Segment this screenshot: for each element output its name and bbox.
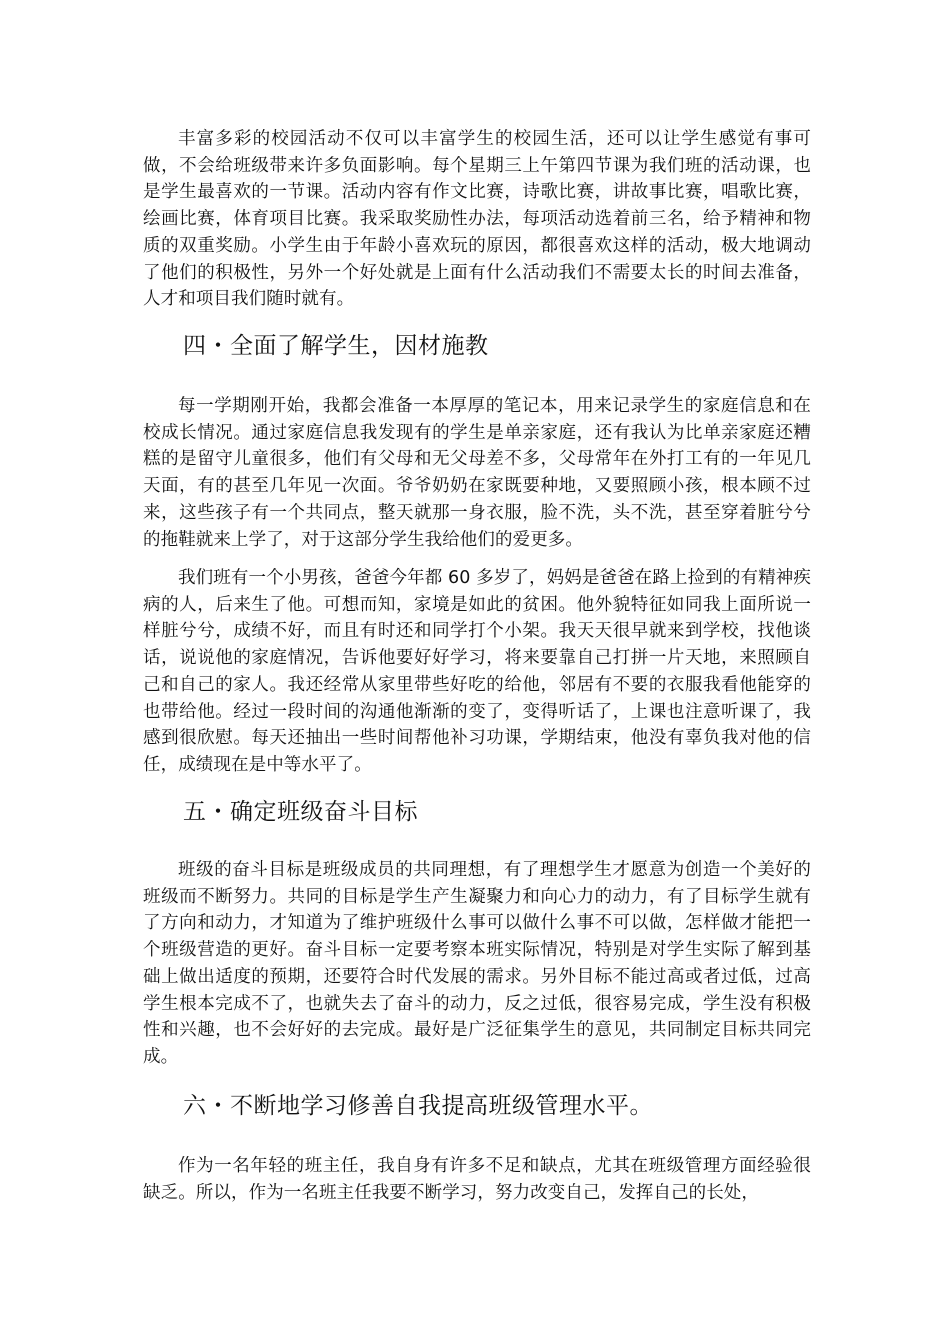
section-heading-5: 五・确定班级奋斗目标	[183, 799, 418, 825]
section-heading-4: 四・全面了解学生，因材施教	[183, 333, 489, 359]
paragraph-boy-story: 我们班有一个小男孩，爸爸今年都 60 多岁了，妈妈是爸爸在路上捡到的有精神疾病的人，后来生了他。可想而知，家境是如此的贫困。他外貌特征如同我上面所说一样脏兮兮，成绩不好，而且有时还和同学打个小架。我天天很早就来到学校，找他谈话，说说他的家庭情况，告诉他要好好学习，将来要靠自己打拼一片天地，来照顾自己和自己的家人。我还经常从家里带些好吃的给他，邻居有不要的衣服我看他能穿的也带给他。经过一段时间的沟通他渐渐的变了，变得听话了，上课也注意听课了，我感到很欣慰。每天还抽出一些时间帮他补习功课，学期结束，他没有辜负我对他的信任，成绩现在是中等水平了。	[143, 568, 811, 775]
paragraph-self-improvement: 作为一名年轻的班主任，我自身有许多不足和缺点，尤其在班级管理方面经验很缺乏。所以，作为一名班主任我要不断学习，努力改变自己，发挥自己的长处，	[143, 1156, 811, 1203]
paragraph-class-goals: 班级的奋斗目标是班级成员的共同理想，有了理想学生才愿意为创造一个美好的班级而不断努力。共同的目标是学生产生凝聚力和向心力的动力，有了目标学生就有了方向和动力，才知道为了维护班级什么事可以做什么事不可以做，怎样做才能把一个班级营造的更好。奋斗目标一定要考察本班实际情况，特别是对学生实际了解到基础上做出适度的预期，还要符合时代发展的需求。另外目标不能过高或者过低，过高学生根本完成不了，也就失去了奋斗的动力，反之过低，很容易完成，学生没有积极性和兴趣，也不会好好的去完成。最好是广泛征集学生的意见，共同制定目标共同完成。	[143, 860, 811, 1067]
section-heading-6: 六・不断地学习修善自我提高班级管理水平。	[183, 1093, 653, 1119]
paragraph-campus-activities: 丰富多彩的校园活动不仅可以丰富学生的校园生活，还可以让学生感觉有事可做，不会给班级带来许多负面影响。每个星期三上午第四节课为我们班的活动课，也是学生最喜欢的一节课。活动内容有作文比赛，诗歌比赛，讲故事比赛，唱歌比赛，绘画比赛，体育项目比赛。我采取奖励性办法，每项活动选着前三名，给予精神和物质的双重奖励。小学生由于年龄小喜欢玩的原因，都很喜欢这样的活动，极大地调动了他们的积极性，另外一个好处就是上面有什么活动我们不需要太长的时间去准备，人才和项目我们随时就有。	[143, 129, 811, 310]
paragraph-student-notebook: 每一学期刚开始，我都会准备一本厚厚的笔记本，用来记录学生的家庭信息和在校成长情况。通过家庭信息我发现有的学生是单亲家庭，还有我认为比单亲家庭还糟糕的是留守儿童很多，他们有父母和无父母差不多，父母常年在外打工有的一年见几天面，有的甚至几年见一次面。爷爷奶奶在家既要种地，又要照顾小孩，根本顾不过来，这些孩子有一个共同点，整天就那一身衣服，脸不洗，头不洗，甚至穿着脏兮兮的拖鞋就来上学了，对于这部分学生我给他们的爱更多。	[143, 396, 811, 550]
